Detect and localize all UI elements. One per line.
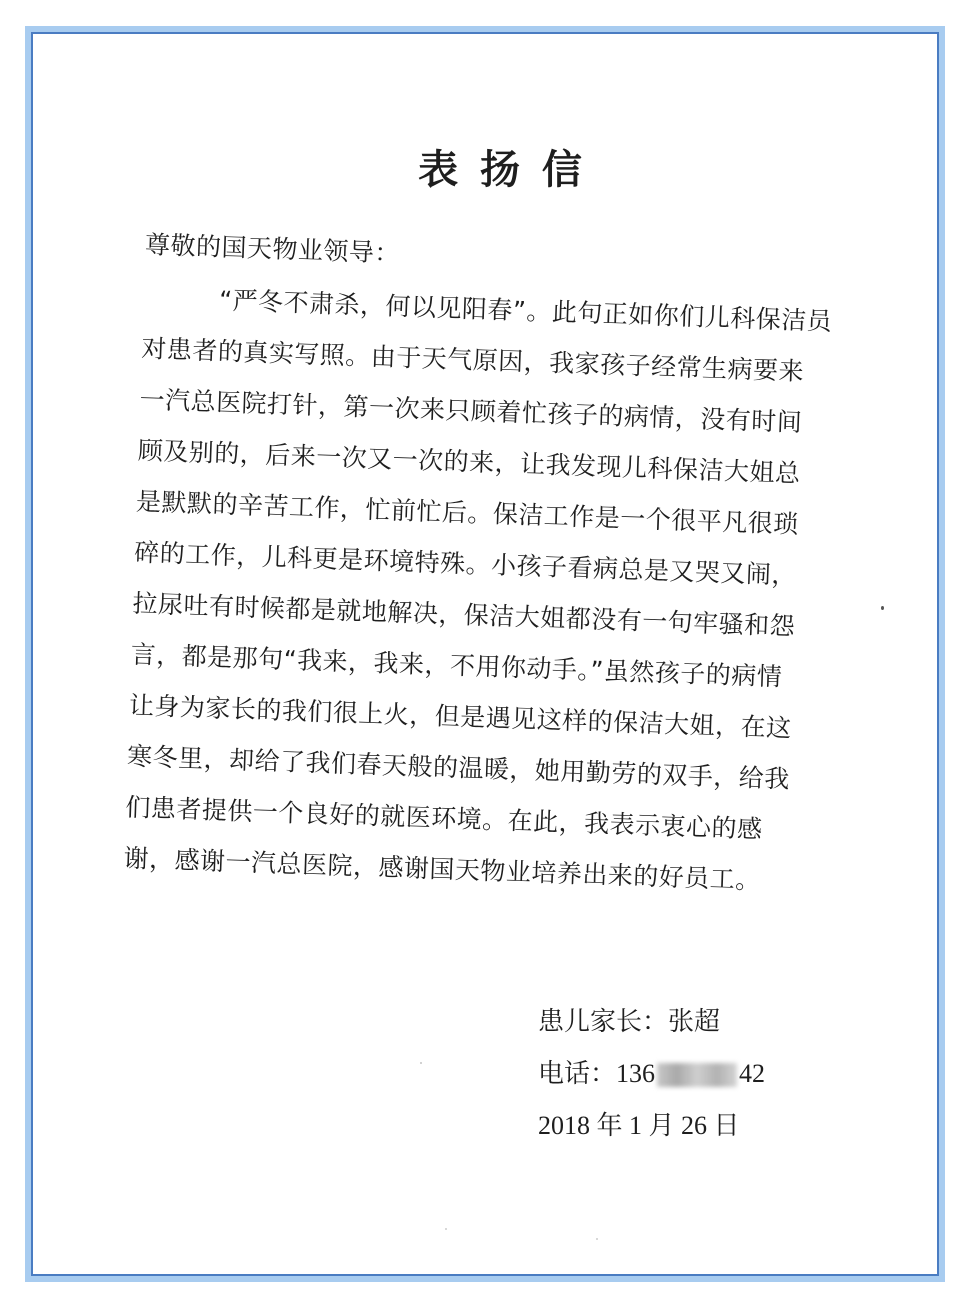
body-line: 言，都是那句“我来，我来，不用你动手。”虽然孩子的病情 — [130, 639, 783, 692]
redacted-phone-digits — [657, 1063, 737, 1087]
body-line: 寒冬里，却给了我们春天般的温暖，她用勤劳的双手，给我 — [126, 741, 791, 794]
signature-date: 2018 年 1 月 26 日 — [538, 1111, 740, 1140]
body-line: 拉尿吐有时候都是就地解决，保洁大姐都没有一句牢骚和怨 — [132, 588, 796, 641]
body-line: 让身为家长的我们很上火，但是遇见这样的保洁大姐，在这 — [128, 690, 793, 743]
scan-speck — [596, 1238, 598, 1240]
scan-speck — [881, 606, 884, 610]
phone-prefix: 136 — [616, 1059, 656, 1088]
signature-name: 患儿家长：张超 — [538, 1007, 721, 1037]
letter-content — [123, 218, 886, 909]
signature-phone — [538, 1048, 765, 1100]
scan-speck — [445, 1228, 447, 1230]
body-line: 是默默的辛苦工作，忙前忙后。保洁工作是一个很平凡很琐 — [135, 486, 800, 539]
body-line: “严冬不肃杀，何以见阳春”。此句正如你们儿科保洁员 — [218, 285, 833, 337]
body-line: 谢，感谢一汽总医院，感谢国天物业培养出来的好员工。 — [123, 843, 762, 895]
body-line: 碎的工作，儿科更是环境特殊。小孩子看病总是又哭又闹， — [133, 537, 798, 590]
body-line: 们患者提供一个良好的就医环境。在此，我表示衷心的感 — [124, 792, 764, 844]
letter-greeting: 尊敬的国天物业领导： — [144, 229, 401, 268]
letter-title: 表 扬 信 — [418, 146, 586, 193]
body-line: 顾及别的，后来一次又一次的来，让我发现儿科保洁大姐总 — [137, 435, 802, 488]
signature-block — [538, 996, 765, 1152]
scan-speck — [420, 1062, 422, 1064]
body-line: 对患者的真实写照。由于天气原因，我家孩子经常生病要来 — [140, 333, 805, 387]
phone-suffix: 42 — [739, 1059, 766, 1088]
body-line: 一汽总医院打针，第一次来只顾着忙孩子的病情，没有时间 — [139, 384, 803, 438]
phone-label: 电话： — [538, 1059, 617, 1089]
